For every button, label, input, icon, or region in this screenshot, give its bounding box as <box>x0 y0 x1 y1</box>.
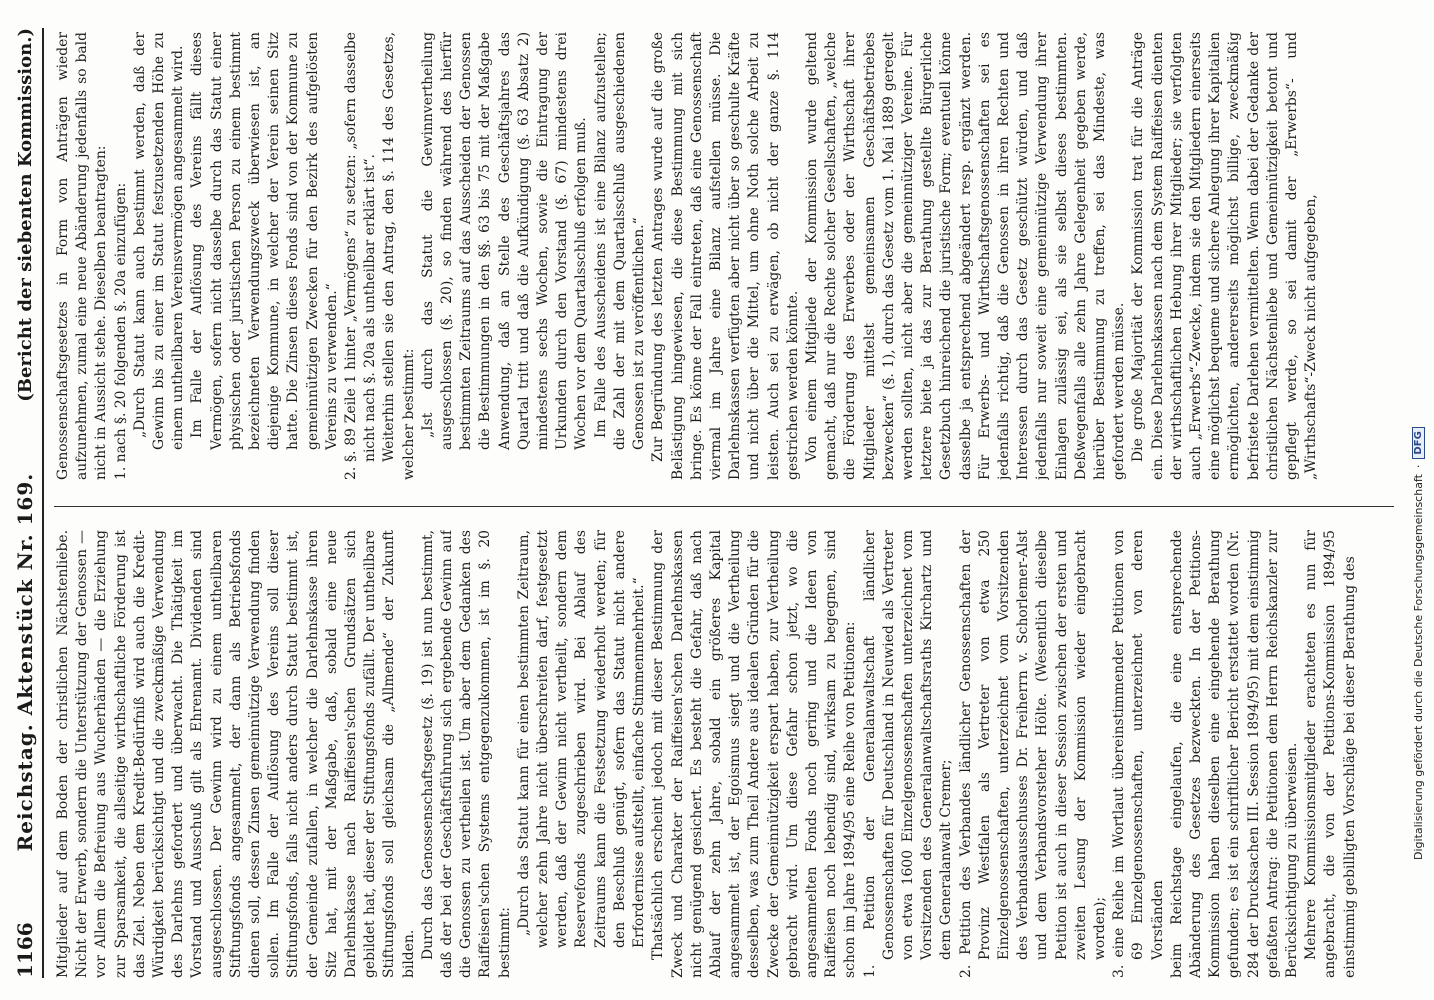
list-item: 1. Petition der Generalanwaltschaft ländlicher Genossenschaften für Deutschland in Neuwied als Vertreter von etwa 1600 Einzelgenossenschaften unterzeichnet vom Vorsitzenden des Generalanwaltschaftsraths Kirchartz und dem Generalanwalt Cremer; <box>861 530 955 978</box>
paragraph: Von einem Mitgliede der Kommission wurde geltend gemacht, daß nur die Rechte solcher Gesellschaften, „welche die Förderung des Erwerbes oder der Wirthschaft ihrer Mitglieder mittelst gemeinsamen Geschäftsbetriebes bezwecken“ (§. 1), durch das Gesetz vom 1. Mai 1889 geregelt werden sollten, nicht aber die gemeinnütziger Vereine. Für letztere biete ja das zur Berathung gestellte Bürgerliche Gesetzbuch hinreichend die juristische Form; eventuell könne dasselbe ja entsprechend abgeändert resp. ergänzt werden. Für Erwerbs- und Wirthschaftsgenossenschaften sei es jedenfalls richtig, daß die Genossen in ihren Rechten und Interessen durch das Gesetz geschützt würden, und daß jedenfalls nur soweit eine gemeinnützige Verwendung ihrer Einlagen zulässig sei, als sie selbst dieses bestimmten. Deßwegenfalls alle zehn Jahre Gelegenheit gegeben werde, hierüber Bestimmung zu treffen, sei das Mindeste, was gefordert werden müsse. <box>803 32 1128 480</box>
digitization-footer: Digitalisierung gefördert durch die Deutsche Forschungsgemeinschaft · DFG <box>1412 140 1425 860</box>
page-subtitle: (Bericht der siebenten Kommission.) <box>14 28 36 402</box>
paragraph: Mitglieder auf dem Boden der christlichen Nächstenliebe. Nicht der Erwerb, sondern die Unterstützung der Genossen — vor Allem die Befreiung aus Wucherhänden — die Erziehung zur Sparsamkeit, die allseitige wirthschaftliche Förderung ist das Ziel. Neben dem Kredit-Bedürfniß wird auch die Kredit-Würdigkeit berücksichtigt und die zweckmäßige Verwendung des Darlehns gefordert und überwacht. Die Thätigkeit im Vorstand und Ausschuß gilt als Ehrenamt. Dividenden sind ausgeschlossen. Der Gewinn wird zu einem untheilbaren Stiftungsfonds angesammelt, der dann als Betriebsfonds dienen soll, dessen Zinsen gemeinnützige Verwendung finden sollen. Im Falle der Auflösung des Vereins soll dieser Stiftungsfonds, falls nicht anders durch Statut bestimmt ist, der Gemeinde zufallen, in welcher die Darlehnskasse ihren Sitz hat, mit der Maßgabe, daß, sobald eine neue Darlehnskasse nach Raiffeisen'schen Grundsätzen sich gebildet hat, dieser der Stiftungsfonds zufällt. Der untheilbare Stiftungsfonds soll gleichsam die „Allmende“ der Zukunft bilden. <box>55 530 417 978</box>
quote-paragraph: „Ist durch das Statut die Gewinnvertheilung ausgeschlossen (§. 20), so finden während des hierfür bestimmten Zeitraums auf das Ausscheiden der Genossen die Bestimmungen in den §§. 63 bis 75 mit der Maßgabe Anwendung, daß an Stelle des Geschäftsjahres das Quartal tritt und daß die Aufkündigung (§. 63 Absatz 2) mindestens sechs Wochen, sowie die Eintragung der Urkunden durch den Vorstand (§. 67) mindestens drei Wochen vor dem Quartalsschluß erfolgen muß. <box>419 32 590 450</box>
paragraph: Weiterhin stellen sie den Antrag, den §. 114 des Gesetzes, welcher bestimmt: <box>381 32 417 480</box>
list-item: 3. eine Reihe im Wortlaut übereinstimmender Petitionen von 69 Einzelgenossenschaften, unterzeichnet von deren Vorständen <box>1111 530 1166 978</box>
quote-paragraph: Im Falle des Ausscheidens ist eine Bilanz aufzustellen; die Zahl der mit dem Quartalsschluß ausgeschiedenen Genossen ist zu veröffentlichen.“ <box>592 32 648 450</box>
page-number: 1166 <box>13 922 37 978</box>
list-item: 1. nach §. 20 folgenden §. 20a einzufügen: <box>112 182 129 480</box>
list-item: 2. §. 89 Zeile 1 hinter „Vermögens“ zu setzen: „sofern dasselbe nicht nach §. 20a als untheilbar erklärt ist“. <box>343 32 379 480</box>
paragraph: Durch das Genossenschaftsgesetz (§. 19) ist nun bestimmt, daß der bei der Geschäftsführung sich ergebende Gewinn auf die Genossen zu vertheilen ist. Um aber dem Gedanken des Raiffeisen'schen Systems entgegenzukommen, ist im §. 20 bestimmt: <box>419 530 513 978</box>
quote-paragraph: „Durch das Statut kann für einen bestimmten Zeitraum, welcher zehn Jahre nicht überschreiten darf, festgesetzt werden, daß der Gewinn nicht vertheilt, sondern dem Reservefonds zugeschrieben wird. Bei Ablauf des Zeitraums kann die Festsetzung wiederholt werden; für den Beschluß genügt, sofern das Statut nicht andere Erfordernisse aufstellt, einfache Stimmenmehrheit.“ <box>515 530 648 948</box>
footer-text: Digitalisierung gefördert durch die Deutsche Forschungsgemeinschaft <box>1412 474 1425 860</box>
column-divider <box>54 506 1394 507</box>
quote-paragraph: „Durch Statut kann auch bestimmt werden, daß der Gewinn bis zu einer im Statut festzusetzenden Höhe zu einem untheilbaren Vereinsvermögen angesammelt wird. <box>131 32 187 450</box>
page-title: Reichstag. Aktenstück Nr. 169. <box>13 472 37 852</box>
paragraph: Zur Begründung des letzten Antrages wurde auf die große Belästigung hingewiesen, die diese Bestimmung mit sich bringe. Es könne der Fall eintreten, daß eine Genossenschaft viermal im Jahre eine Bilanz aufstellen müsse. Die Darlehnskassen verfügten aber nicht über so geschulte Kräfte und nicht über die Mittel, um ohne Noth solche Arbeit zu leisten. Auch sei zu erwägen, ob nicht der ganze §. 114 gestrichen werden könnte. <box>650 32 801 480</box>
paragraph: Mehrere Kommissionsmitglieder erachteten es nun für angebracht, die von der Petitions-Kommission 1894/95 einstimmig gebilligten Vorschläge bei dieser Berathung des <box>1303 530 1358 978</box>
paragraph: Die große Majorität der Kommission trat für die Anträge ein. Diese Darlehnskassen nach dem System Raiffeisen dienten der wirthschaftlichen Hebung ihrer Mitglieder; sie verfolgten auch „Erwerbs“-Zwecke, indem sie den Mitgliedern einerseits eine möglichst bequeme und sichere Anlegung ihrer Kapitalien ermöglichten, andererseits möglichst billige, zweckmäßig befristete Darlehen vermittelten. Wenn dabei der Gedanke der christlichen Nächstenliebe und Gemeinnützigkeit betont und gepflegt werde, so sei damit der „Erwerbs“- und „Wirthschafts“-Zweck nicht aufgegeben, <box>1130 32 1320 480</box>
page-header <box>8 28 44 978</box>
quote-paragraph: Im Falle der Auflösung des Vereins fällt dieses Vermögen, sofern nicht dasselbe durch das Statut einer physischen oder juristischen Person zu einem bestimmt bezeichneten Verwendungszweck überwiesen ist, an diejenige Kommune, in welcher der Verein seinen Sitz hatte. Die Zinsen dieses Fonds sind von der Kommune zu gemeinnützigen Zwecken für den Bezirk des aufgelösten Vereins zu verwenden.“ <box>189 32 340 450</box>
right-column <box>54 32 1404 480</box>
list-item: 2. Petition des Verbandes ländlicher Genossenschaften der Provinz Westfalen als Vertreter von etwa 250 Einzelgenossenschaften, unterzeichnet vom Vorsitzenden des Verbandsausschusses Dr. Freiherrn v. Schorlemer-Alst und dem Verbandsvorsteher Hölte. (Wesentlich dieselbe Petition ist auch in dieser Session zwischen der ersten und zweiten Lesung der Kommission wieder eingebracht worden); <box>957 530 1108 978</box>
paragraph: Thatsächlich erscheint jedoch mit dieser Bestimmung der Zweck und Charakter der Raiffeisen'schen Darlehnskassen nicht genügend gesichert. Es besteht die Gefahr, daß nach Ablauf der zehn Jahre, sobald ein größeres Kapital angesammelt ist, der Egoismus siegt und die Vertheilung desselben, was zum Theil Andere aus idealen Gründen für die Zwecke der Gemeinnützigkeit erspart haben, zur Vertheilung gebracht wird. Um diese Gefahr schon jetzt, wo die angesammelten Fonds noch gering und die Ideen von Raiffeisen noch lebendig sind, wirksam zu begegnen, sind schon im Jahre 1894/95 eine Reihe von Petitionen: <box>650 530 859 978</box>
paragraph: Genossenschaftsgesetzes in Form von Anträgen wieder aufzunehmen, zumal eine neue Abänderung jedenfalls so bald nicht in Aussicht stehe. Dieselben beantragten: <box>55 32 110 480</box>
left-column <box>54 530 1404 978</box>
dfg-logo-icon: DFG <box>1412 427 1425 458</box>
paragraph: beim Reichstage eingelaufen, die eine entsprechende Abänderung des Gesetzes bezweckten. In der Petitions-Kommission haben dieselben eine eingehende Berathung gefunden; es ist ein schriftlicher Bericht erstattet worden (Nr. 284 der Drucksachen III. Session 1894/95) mit dem einstimmig gefaßten Antrag: die Petitionen dem Herrn Reichskanzler zur Berücksichtigung zu überweisen. <box>1168 530 1300 978</box>
